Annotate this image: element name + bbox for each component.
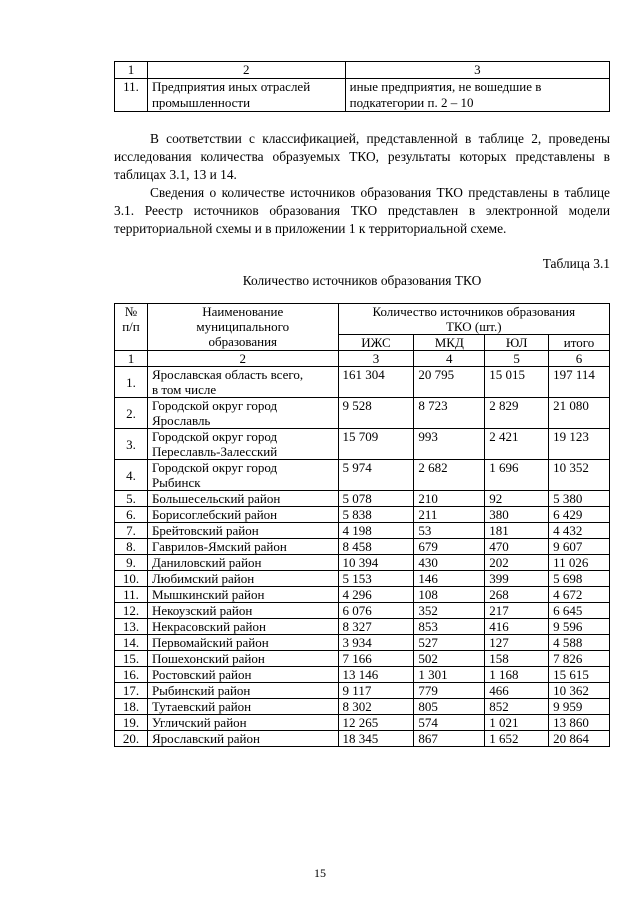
row-name: Некоузский район bbox=[147, 603, 338, 619]
row-name: Рыбинский район bbox=[147, 683, 338, 699]
index-cell: 2 bbox=[147, 351, 338, 367]
value-yul: 1 168 bbox=[485, 667, 549, 683]
table-row bbox=[115, 651, 610, 667]
top-table-desc: иные предприятия, не вошедшие в подкатегории п. 2 – 10 bbox=[345, 79, 609, 112]
row-number: 1. bbox=[115, 367, 148, 398]
row-name: Ярославская область всего, в том числе bbox=[147, 367, 338, 398]
value-mkd: 53 bbox=[414, 523, 485, 539]
row-number: 6. bbox=[115, 507, 148, 523]
table-row bbox=[115, 523, 610, 539]
row-number: 5. bbox=[115, 491, 148, 507]
row-name: Городской округ город Переславль-Залесский bbox=[147, 429, 338, 460]
value-yul: 2 421 bbox=[485, 429, 549, 460]
value-yul: 181 bbox=[485, 523, 549, 539]
table-row bbox=[115, 683, 610, 699]
value-izhs: 5 078 bbox=[338, 491, 414, 507]
value-izhs: 7 166 bbox=[338, 651, 414, 667]
row-name: Даниловский район bbox=[147, 555, 338, 571]
value-izhs: 6 076 bbox=[338, 603, 414, 619]
row-number: 12. bbox=[115, 603, 148, 619]
row-name: Большесельский район bbox=[147, 491, 338, 507]
top-table-row bbox=[115, 79, 610, 112]
value-izhs: 161 304 bbox=[338, 367, 414, 398]
row-number: 11. bbox=[115, 587, 148, 603]
row-name: Пошехонский район bbox=[147, 651, 338, 667]
table-label: Таблица 3.1 bbox=[542, 256, 610, 271]
table-row bbox=[115, 715, 610, 731]
index-cell: 5 bbox=[485, 351, 549, 367]
table-row bbox=[115, 731, 610, 747]
row-number: 7. bbox=[115, 523, 148, 539]
value-yul: 127 bbox=[485, 635, 549, 651]
value-total: 9 596 bbox=[549, 619, 610, 635]
value-mkd: 867 bbox=[414, 731, 485, 747]
value-izhs: 12 265 bbox=[338, 715, 414, 731]
value-izhs: 15 709 bbox=[338, 429, 414, 460]
row-name: Гаврилов-Ямский район bbox=[147, 539, 338, 555]
value-mkd: 430 bbox=[414, 555, 485, 571]
table-row bbox=[115, 603, 610, 619]
table-row bbox=[115, 587, 610, 603]
value-total: 20 864 bbox=[549, 731, 610, 747]
value-yul: 470 bbox=[485, 539, 549, 555]
value-yul: 1 021 bbox=[485, 715, 549, 731]
paragraph-2: Сведения о количестве источников образования ТКО представлены в таблице 3.1. Реестр источников образования ТКО представлен в электронной модели территориальной схемы и в приложении 1 к территориальной схеме. bbox=[114, 185, 610, 236]
value-mkd: 108 bbox=[414, 587, 485, 603]
value-yul: 268 bbox=[485, 587, 549, 603]
value-yul: 158 bbox=[485, 651, 549, 667]
value-mkd: 8 723 bbox=[414, 398, 485, 429]
value-mkd: 527 bbox=[414, 635, 485, 651]
table-row bbox=[115, 619, 610, 635]
row-number: 9. bbox=[115, 555, 148, 571]
top-table-name: Предприятия иных отраслей промышленности bbox=[147, 79, 345, 112]
paragraph-1: В соответствии с классификацией, представленной в таблице 2, проведены исследования количества образуемых ТКО, результаты которых представлены в таблицах 3.1, 13 и 14. bbox=[114, 131, 610, 182]
value-izhs: 4 296 bbox=[338, 587, 414, 603]
value-mkd: 20 795 bbox=[414, 367, 485, 398]
table-row bbox=[115, 398, 610, 429]
table-row bbox=[115, 571, 610, 587]
row-name: Городской округ город Рыбинск bbox=[147, 460, 338, 491]
row-name: Мышкинский район bbox=[147, 587, 338, 603]
top-table-num: 11. bbox=[115, 79, 148, 112]
value-total: 197 114 bbox=[549, 367, 610, 398]
header-total: итого bbox=[549, 335, 610, 351]
value-yul: 202 bbox=[485, 555, 549, 571]
row-name: Борисоглебский район bbox=[147, 507, 338, 523]
top-table bbox=[114, 61, 610, 112]
value-izhs: 5 153 bbox=[338, 571, 414, 587]
row-number: 17. bbox=[115, 683, 148, 699]
value-total: 9 607 bbox=[549, 539, 610, 555]
main-table-index-row bbox=[115, 351, 610, 367]
row-name: Угличский район bbox=[147, 715, 338, 731]
value-yul: 92 bbox=[485, 491, 549, 507]
row-number: 10. bbox=[115, 571, 148, 587]
value-izhs: 18 345 bbox=[338, 731, 414, 747]
top-table-header-cell: 1 bbox=[115, 62, 148, 79]
value-mkd: 352 bbox=[414, 603, 485, 619]
value-mkd: 993 bbox=[414, 429, 485, 460]
value-total: 13 860 bbox=[549, 715, 610, 731]
value-mkd: 853 bbox=[414, 619, 485, 635]
value-total: 15 615 bbox=[549, 667, 610, 683]
header-yul: ЮЛ bbox=[485, 335, 549, 351]
row-name: Первомайский район bbox=[147, 635, 338, 651]
value-yul: 466 bbox=[485, 683, 549, 699]
value-izhs: 9 117 bbox=[338, 683, 414, 699]
value-izhs: 8 302 bbox=[338, 699, 414, 715]
value-total: 6 429 bbox=[549, 507, 610, 523]
value-yul: 15 015 bbox=[485, 367, 549, 398]
row-number: 15. bbox=[115, 651, 148, 667]
value-mkd: 805 bbox=[414, 699, 485, 715]
value-total: 19 123 bbox=[549, 429, 610, 460]
value-total: 10 352 bbox=[549, 460, 610, 491]
index-cell: 6 bbox=[549, 351, 610, 367]
value-yul: 399 bbox=[485, 571, 549, 587]
value-mkd: 679 bbox=[414, 539, 485, 555]
value-izhs: 4 198 bbox=[338, 523, 414, 539]
value-izhs: 9 528 bbox=[338, 398, 414, 429]
value-mkd: 502 bbox=[414, 651, 485, 667]
value-total: 5 380 bbox=[549, 491, 610, 507]
main-table bbox=[114, 303, 610, 747]
value-mkd: 574 bbox=[414, 715, 485, 731]
row-number: 3. bbox=[115, 429, 148, 460]
value-total: 4 432 bbox=[549, 523, 610, 539]
row-number: 16. bbox=[115, 667, 148, 683]
value-total: 10 362 bbox=[549, 683, 610, 699]
main-table-header-row bbox=[115, 304, 610, 335]
header-name: Наименование муниципального образования bbox=[147, 304, 338, 351]
row-name: Ярославский район bbox=[147, 731, 338, 747]
value-izhs: 5 838 bbox=[338, 507, 414, 523]
value-yul: 2 829 bbox=[485, 398, 549, 429]
header-num: № п/п bbox=[115, 304, 148, 351]
value-mkd: 2 682 bbox=[414, 460, 485, 491]
index-cell: 3 bbox=[338, 351, 414, 367]
row-name: Ростовский район bbox=[147, 667, 338, 683]
value-yul: 416 bbox=[485, 619, 549, 635]
row-number: 18. bbox=[115, 699, 148, 715]
table-row bbox=[115, 699, 610, 715]
value-yul: 1 652 bbox=[485, 731, 549, 747]
value-mkd: 211 bbox=[414, 507, 485, 523]
value-total: 5 698 bbox=[549, 571, 610, 587]
row-name: Некрасовский район bbox=[147, 619, 338, 635]
table-row bbox=[115, 555, 610, 571]
value-izhs: 10 394 bbox=[338, 555, 414, 571]
table-row bbox=[115, 507, 610, 523]
row-number: 8. bbox=[115, 539, 148, 555]
value-mkd: 146 bbox=[414, 571, 485, 587]
row-name: Городской округ город Ярославль bbox=[147, 398, 338, 429]
value-mkd: 1 301 bbox=[414, 667, 485, 683]
value-mkd: 779 bbox=[414, 683, 485, 699]
value-izhs: 3 934 bbox=[338, 635, 414, 651]
value-total: 7 826 bbox=[549, 651, 610, 667]
value-total: 6 645 bbox=[549, 603, 610, 619]
table-caption: Количество источников образования ТКО bbox=[242, 273, 482, 288]
value-total: 21 080 bbox=[549, 398, 610, 429]
value-total: 11 026 bbox=[549, 555, 610, 571]
value-yul: 1 696 bbox=[485, 460, 549, 491]
table-row bbox=[115, 635, 610, 651]
header-mkd: МКД bbox=[414, 335, 485, 351]
main-table-body bbox=[115, 367, 610, 747]
top-table-header-row bbox=[115, 62, 610, 79]
value-yul: 852 bbox=[485, 699, 549, 715]
value-mkd: 210 bbox=[414, 491, 485, 507]
value-izhs: 5 974 bbox=[338, 460, 414, 491]
table-row bbox=[115, 491, 610, 507]
header-izhs: ИЖС bbox=[338, 335, 414, 351]
header-qty: Количество источников образования ТКО (шт.) bbox=[338, 304, 609, 335]
index-cell: 1 bbox=[115, 351, 148, 367]
page-number: 15 bbox=[314, 866, 326, 880]
value-yul: 217 bbox=[485, 603, 549, 619]
value-izhs: 13 146 bbox=[338, 667, 414, 683]
value-izhs: 8 458 bbox=[338, 539, 414, 555]
row-number: 19. bbox=[115, 715, 148, 731]
table-row bbox=[115, 539, 610, 555]
value-yul: 380 bbox=[485, 507, 549, 523]
row-number: 2. bbox=[115, 398, 148, 429]
value-izhs: 8 327 bbox=[338, 619, 414, 635]
top-table-header-cell: 2 bbox=[147, 62, 345, 79]
index-cell: 4 bbox=[414, 351, 485, 367]
table-row bbox=[115, 367, 610, 398]
row-name: Тутаевский район bbox=[147, 699, 338, 715]
table-row bbox=[115, 429, 610, 460]
value-total: 4 588 bbox=[549, 635, 610, 651]
value-total: 9 959 bbox=[549, 699, 610, 715]
top-table-header-cell: 3 bbox=[345, 62, 609, 79]
table-row bbox=[115, 667, 610, 683]
row-name: Любимский район bbox=[147, 571, 338, 587]
row-number: 14. bbox=[115, 635, 148, 651]
table-row bbox=[115, 460, 610, 491]
row-number: 4. bbox=[115, 460, 148, 491]
row-name: Брейтовский район bbox=[147, 523, 338, 539]
row-number: 20. bbox=[115, 731, 148, 747]
value-total: 4 672 bbox=[549, 587, 610, 603]
row-number: 13. bbox=[115, 619, 148, 635]
